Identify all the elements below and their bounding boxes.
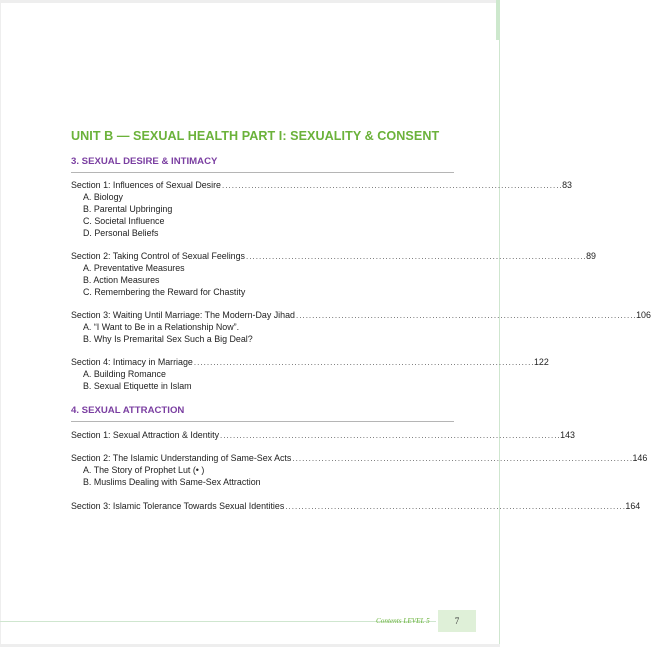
toc-entry[interactable] [71, 500, 641, 513]
toc-entry-title: Section 3: Waiting Until Marriage: The Modern-Day Jihad [71, 310, 295, 320]
leader-dots: . . . . . . . . . . . . . . . . . . . . . . . . . . . . . . . . . . . . . . . . . . . . . . . . . . . . . . . . . . . . . . . . . . . . . . . . . . . . . . . . . . . . . . . . . . . . . . . . . . . . . . . . . [220, 431, 560, 440]
toc-subitem: A. “I Want to Be in a Relationship Now”. [83, 322, 240, 332]
toc-subitem: B. Action Measures [83, 275, 160, 285]
toc-subitem: B. Parental Upbringing [83, 204, 173, 214]
chapter-heading-4: 4. SEXUAL ATTRACTION [71, 405, 185, 416]
toc-subitem: B. Why Is Premarital Sex Such a Big Deal? [83, 334, 253, 344]
toc-entry[interactable] [71, 179, 572, 192]
chapter-rule [71, 421, 454, 422]
toc-subitem: A. Building Romance [83, 369, 166, 379]
leader-dots: . . . . . . . . . . . . . . . . . . . . . . . . . . . . . . . . . . . . . . . . . . . . . . . . . . . . . . . . . . . . . . . . . . . . . . . . . . . . . . . . . . . . . . . . . . . . . . . . . . . . . . . . . [285, 502, 625, 511]
toc-entry-page: 143 [560, 430, 575, 440]
toc-subitem: A. Biology [83, 192, 123, 202]
leader-dots: . . . . . . . . . . . . . . . . . . . . . . . . . . . . . . . . . . . . . . . . . . . . . . . . . . . . . . . . . . . . . . . . . . . . . . . . . . . . . . . . . . . . . . . . . . . . . . . . . . . . . . . . . [221, 181, 562, 190]
toc-subitem: C. Remembering the Reward for Chastity [83, 287, 246, 297]
toc-subitem: B. Muslims Dealing with Same-Sex Attraction [83, 477, 261, 487]
toc-entry[interactable] [71, 429, 575, 442]
toc-entry-page: 146 [632, 453, 648, 463]
leader-dots: . . . . . . . . . . . . . . . . . . . . . . . . . . . . . . . . . . . . . . . . . . . . . . . . . . . . . . . . . . . . . . . . . . . . . . . . . . . . . . . . . . . . . . . . . . . . . . . . . . . . . . . . . [295, 311, 636, 320]
toc-subitem: A. The Story of Prophet Lut (• ) [83, 465, 205, 475]
toc-subitem: D. Personal Beliefs [83, 228, 159, 238]
toc-entry-title: Section 3: Islamic Tolerance Towards Sexual Identities [71, 501, 285, 511]
footer-rule [0, 621, 436, 622]
footer-label: Contents LEVEL 5 [376, 617, 430, 625]
toc-entry-title: Section 1: Influences of Sexual Desire [71, 180, 221, 190]
toc-entry-page: 83 [562, 180, 572, 190]
toc-entry-title: Section 2: The Islamic Understanding of Same-Sex Acts [71, 453, 292, 463]
toc-entry-page: 122 [533, 357, 549, 367]
leader-dots: . . . . . . . . . . . . . . . . . . . . . . . . . . . . . . . . . . . . . . . . . . . . . . . . . . . . . . . . . . . . . . . . . . . . . . . . . . . . . . . . . . . . . . . . . . . . . . . . . . . . . . . . . [245, 252, 586, 261]
toc-entry-title: Section 2: Taking Control of Sexual Feelings [71, 251, 245, 261]
toc-entry-title: Section 4: Intimacy in Marriage [71, 357, 193, 367]
toc-entry-page: 164 [625, 501, 641, 511]
toc-subitem: A. Preventative Measures [83, 263, 185, 273]
leader-dots: . . . . . . . . . . . . . . . . . . . . . . . . . . . . . . . . . . . . . . . . . . . . . . . . . . . . . . . . . . . . . . . . . . . . . . . . . . . . . . . . . . . . . . . . . . . . . . . . . . . . . . . . . [193, 358, 533, 367]
toc-entry-title: Section 1: Sexual Attraction & Identity [71, 430, 220, 440]
chapter-rule [71, 172, 454, 173]
chapter-heading-3: 3. SEXUAL DESIRE & INTIMACY [71, 156, 218, 167]
top-edge [0, 0, 500, 3]
page-number: 7 [438, 610, 476, 632]
toc-subitem: B. Sexual Etiquette in Islam [83, 381, 192, 391]
top-right-accent [496, 0, 500, 40]
toc-entry-page: 106 [636, 310, 651, 320]
leader-dots: . . . . . . . . . . . . . . . . . . . . . . . . . . . . . . . . . . . . . . . . . . . . . . . . . . . . . . . . . . . . . . . . . . . . . . . . . . . . . . . . . . . . . . . . . . . . . . . . . . . . . . . . . [292, 454, 632, 463]
unit-title: UNIT B — SEXUAL HEALTH PART I: SEXUALITY & CONSENT [71, 129, 440, 143]
toc-subitem: C. Societal Influence [83, 216, 165, 226]
toc-entry-page: 89 [586, 251, 596, 261]
